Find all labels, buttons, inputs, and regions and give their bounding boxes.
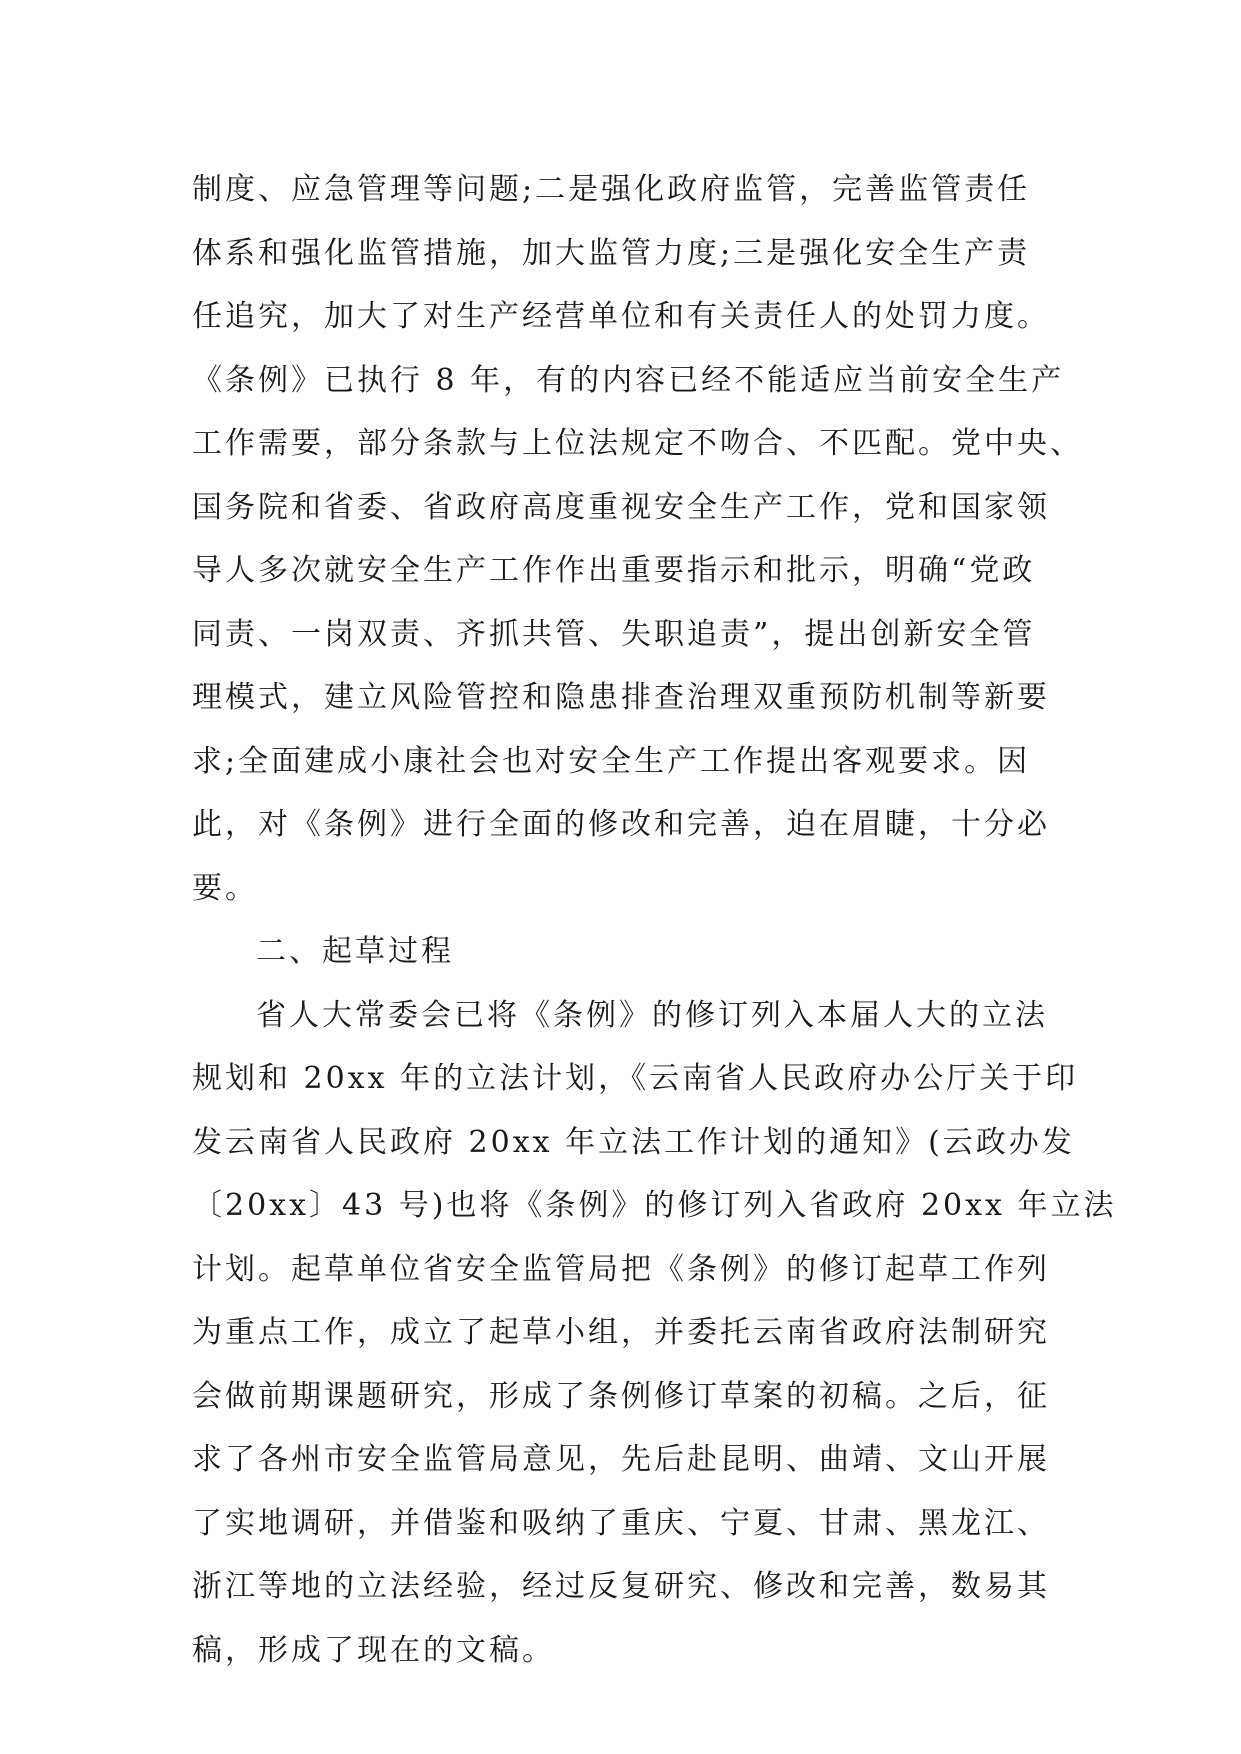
text-line: 会做前期课题研究，形成了条例修订草案的初稿。之后，征 <box>192 1378 1050 1414</box>
text-line: 省人大常委会已将《条例》的修订列入本届人大的立法 <box>256 997 1048 1033</box>
text-line: 稿，形成了现在的文稿。 <box>192 1632 555 1668</box>
text-line: 国务院和省委、省政府高度重视安全生产工作，党和国家领 <box>192 489 1050 525</box>
text-line: 制度、应急管理等问题;二是强化政府监管，完善监管责任 <box>192 172 1031 207</box>
text-line: 此，对《条例》进行全面的修改和完善，迫在眉睫，十分必 <box>192 807 1050 842</box>
text-line: 《条例》已执行 8 年，有的内容已经不能适应当前安全生产 <box>192 362 1065 398</box>
text-line: 〔20xx〕43 号)也将《条例》的修订列入省政府 20xx 年立法 <box>192 1188 1117 1223</box>
text-line: 浙江等地的立法经验，经过反复研究、修改和完善，数易其 <box>192 1569 1050 1604</box>
text-line: 体系和强化监管措施，加大监管力度;三是强化安全生产责 <box>192 235 1031 271</box>
text-line: 计划。起草单位省安全监管局把《条例》的修订起草工作列 <box>192 1251 1050 1287</box>
text-line: 理模式，建立风险管控和隐患排查治理双重预防机制等新要 <box>192 680 1050 715</box>
text-line: 求了各州市安全监管局意见，先后赴昆明、曲靖、文山开展 <box>192 1442 1050 1477</box>
text-line: 了实地调研，并借鉴和吸纳了重庆、宁夏、甘肃、黑龙江、 <box>192 1505 1050 1541</box>
text-line: 导人多次就安全生产工作作出重要指示和批示，明确“党政 <box>192 553 1036 588</box>
text-line: 发云南省人民政府 20xx 年立法工作计划的通知》(云政办发 <box>192 1124 1075 1160</box>
text-line: 规划和 20xx 年的立法计划，《云南省人民政府办公厅关于印 <box>192 1061 1079 1096</box>
text-line: 工作需要，部分条款与上位法规定不吻合、不匹配。党中央、 <box>192 426 1083 461</box>
document-body <box>192 158 1117 1682</box>
text-line: 同责、一岗双责、齐抓共管、失职追责”，提出创新安全管 <box>192 616 1036 652</box>
text-line: 为重点工作，成立了起草小组，并委托云南省政府法制研究 <box>192 1315 1050 1350</box>
text-line: 任追究，加大了对生产经营单位和有关责任人的处罚力度。 <box>192 299 1050 334</box>
section-heading: 二、起草过程 <box>256 934 454 969</box>
text-line: 求;全面建成小康社会也对安全生产工作提出客观要求。因 <box>192 743 1031 779</box>
text-line: 要。 <box>192 870 258 906</box>
